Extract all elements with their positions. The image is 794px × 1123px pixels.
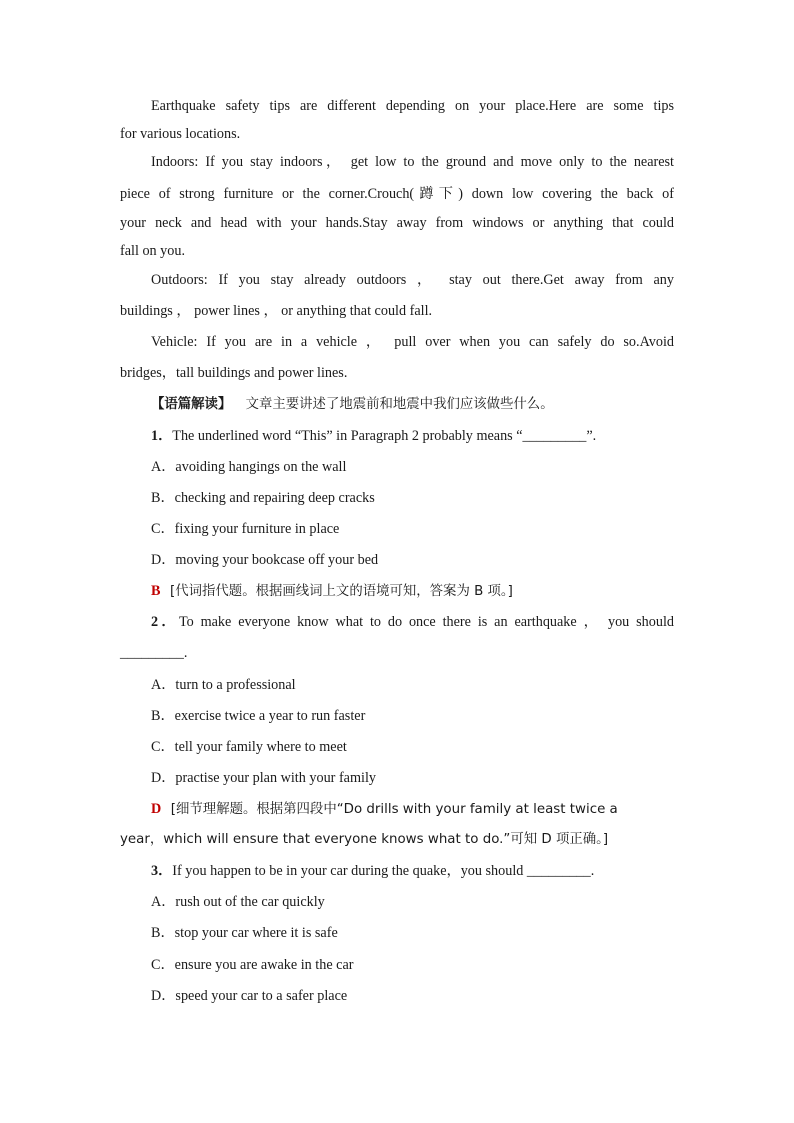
question-2-answer-line [151,800,674,819]
analysis-text: 文章主要讲述了地震前和地震中我们应该做些什么。 [245,397,554,412]
question-2-option-c: C．tell your family where to meet [151,739,347,755]
passage-p3-line2: buildings ， power lines ， or anything that could fall. [120,303,433,319]
question-3-number: 3． [151,863,173,879]
question-3-option-b: B．stop your car where it is safe [151,925,338,941]
question-2-option-b: B．exercise twice a year to run faster [151,708,366,724]
question-1-option-b: B．checking and repairing deep cracks [151,490,375,506]
question-3-option-d: D．speed your car to a safer place [151,988,348,1004]
question-3-stem: 3．If you happen to be in your car during the quake，you should _________. [151,863,595,879]
question-2-answer: D [151,801,162,817]
question-1-option-a: A．avoiding hangings on the wall [151,459,347,475]
passage-p1-line2: for various locations. [120,126,241,142]
question-2-option-d: D．practise your plan with your family [151,770,376,786]
passage-p2-line1: Indoors: If you stay indoors， get low to the ground and move only to the nearest [151,154,674,170]
passage-p4-line1: Vehicle: If you are in a vehicle ， pull over when you can safely do so.Avoid [151,334,674,350]
analysis-label: 【语篇解读】 [151,397,232,412]
question-1-explanation: [代词指代题。根据画线词上文的语境可知，答案为 B 项。] [170,584,513,599]
question-3-option-c: C．ensure you are awake in the car [151,957,354,973]
question-2-blank: _________. [120,645,188,661]
passage-analysis [151,396,674,414]
passage-p2-line4: fall on you. [120,243,186,259]
question-2-option-a: A．turn to a professional [151,677,296,693]
passage-p3-line1: Outdoors: If you stay already outdoors ， stay out there.Get away from any [151,272,674,288]
question-1-number: 1． [151,428,173,444]
passage-p1-line1: Earthquake safety tips are different depending on your place.Here are some tips [151,98,674,114]
question-2-explanation: [细节理解题。根据第四段中“Do drills with your family at least twice a [170,802,618,817]
question-2-explanation-cont: year，which will ensure that everyone knows what to do.”可知 D 项正确。] [120,832,609,847]
question-1-option-c: C．fixing your furniture in place [151,521,340,537]
question-2-number: 2． [151,614,179,630]
question-2-stem: 2．To make everyone know what to do once there is an earthquake ， you should [151,614,674,630]
question-1-option-d: D．moving your bookcase off your bed [151,552,379,568]
question-1-answer: B [151,583,161,599]
passage-p2-line2: piece of strong furniture or the corner.Crouch(蹲下) down low covering the back of [120,186,674,202]
passage-p4-line2: bridges，tall buildings and power lines. [120,365,348,381]
question-3-option-a: A．rush out of the car quickly [151,894,325,910]
passage-p2-line3: your neck and head with your hands.Stay away from windows or anything that could [120,215,674,231]
question-1-answer-line [151,582,674,601]
question-1-stem: 1．The underlined word “This” in Paragraph 2 probably means “_________”. [151,428,597,444]
